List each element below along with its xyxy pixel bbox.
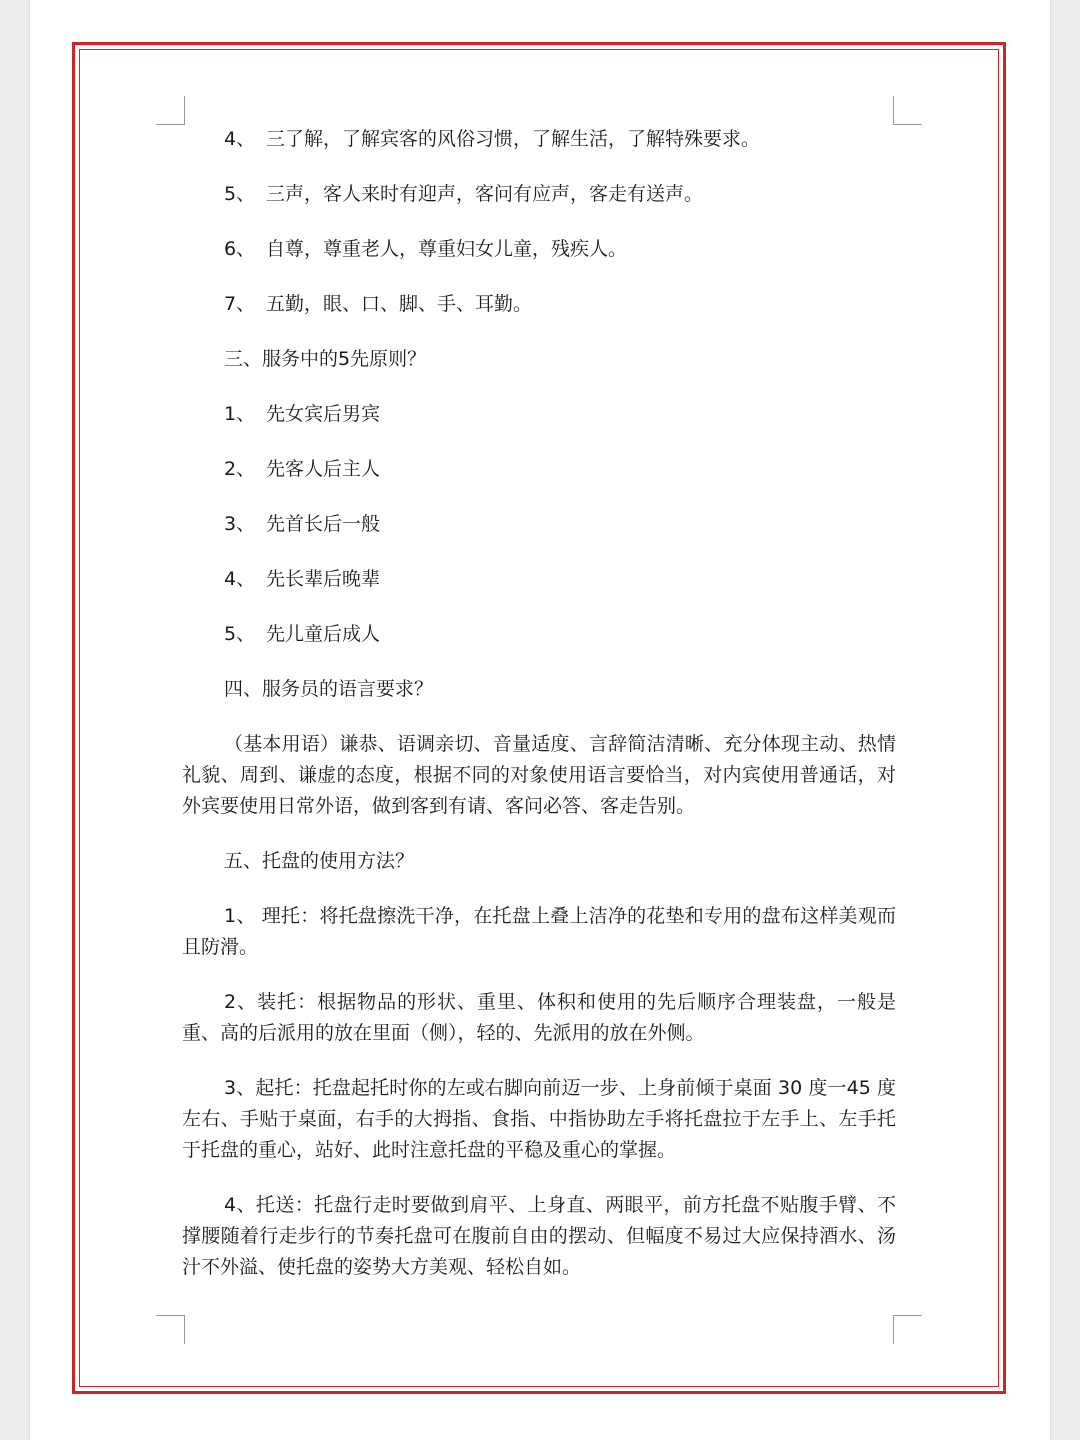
body-paragraph: 3、起托：托盘起托时你的左或右脚向前迈一步、上身前倾于桌面 30 度一45 度左右、手贴于桌面，右手的大拇指、食指、中指协助左手将托盘拉于左手上、左手托于托盘的重心，站好、此时注意托盘的平稳及重心的掌握。 — [182, 1077, 896, 1161]
list-item — [182, 289, 896, 320]
list-item — [182, 399, 896, 430]
list-item — [182, 234, 896, 265]
list-item — [182, 619, 896, 650]
item-number: 3、 — [224, 513, 256, 535]
item-text: 先女宾后男宾 — [266, 403, 381, 425]
crop-mark-top-left — [156, 96, 185, 125]
body-paragraph: 1、 理托：将托盘擦洗干净，在托盘上叠上洁净的花垫和专用的盘布这样美观而且防滑。 — [182, 905, 896, 958]
document-page — [30, 0, 1050, 1440]
item-number: 7、 — [224, 293, 256, 315]
list-item — [182, 454, 896, 485]
body-paragraph: 4、托送：托盘行走时要做到肩平、上身直、两眼平，前方托盘不贴腹手臂、不撑腰随着行走步行的节奏托盘可在腹前自由的摆动、但幅度不易过大应保持酒水、汤汁不外溢、使托盘的姿势大方美观、轻松自如。 — [182, 1194, 896, 1278]
item-text: 先客人后主人 — [266, 458, 381, 480]
section-heading: 五、托盘的使用方法？ — [224, 850, 415, 872]
crop-mark-top-right — [893, 96, 922, 125]
item-text: 先儿童后成人 — [266, 623, 381, 645]
body-paragraph: （基本用语）谦恭、语调亲切、音量适度、言辞简洁清晰、充分体现主动、热情礼貌、周到、谦虚的态度，根据不同的对象使用语言要恰当，对内宾使用普通话，对外宾要使用日常外语，做到客到有请、客问必答、客走告别。 — [182, 733, 896, 817]
item-text: 三了解，了解宾客的风俗习惯，了解生活，了解特殊要求。 — [266, 128, 761, 150]
item-text: 先长辈后晚辈 — [266, 568, 381, 590]
item-number: 4、 — [224, 128, 256, 150]
item-number: 1、 — [224, 403, 256, 425]
item-number: 5、 — [224, 183, 256, 205]
body-paragraph: 2、装托：根据物品的形状、重里、体积和使用的先后顺序合理装盘，一般是重、高的后派用的放在里面（侧），轻的、先派用的放在外侧。 — [182, 991, 896, 1044]
item-text: 先首长后一般 — [266, 513, 381, 535]
document-body — [182, 124, 896, 1307]
item-number: 2、 — [224, 458, 256, 480]
list-item — [182, 179, 896, 210]
list-item — [182, 509, 896, 540]
crop-mark-bottom-right — [893, 1315, 922, 1344]
item-text: 五勤，眼、口、脚、手、耳勤。 — [266, 293, 533, 315]
item-number: 6、 — [224, 238, 256, 260]
section-heading: 三、服务中的5先原则？ — [224, 348, 427, 370]
list-item — [182, 124, 896, 155]
list-item — [182, 564, 896, 595]
section-heading: 四、服务员的语言要求？ — [224, 678, 434, 700]
crop-mark-bottom-left — [156, 1315, 185, 1344]
item-number: 5、 — [224, 623, 256, 645]
item-text: 自尊，尊重老人，尊重妇女儿童，残疾人。 — [266, 238, 628, 260]
item-number: 4、 — [224, 568, 256, 590]
item-text: 三声，客人来时有迎声，客问有应声，客走有送声。 — [266, 183, 704, 205]
